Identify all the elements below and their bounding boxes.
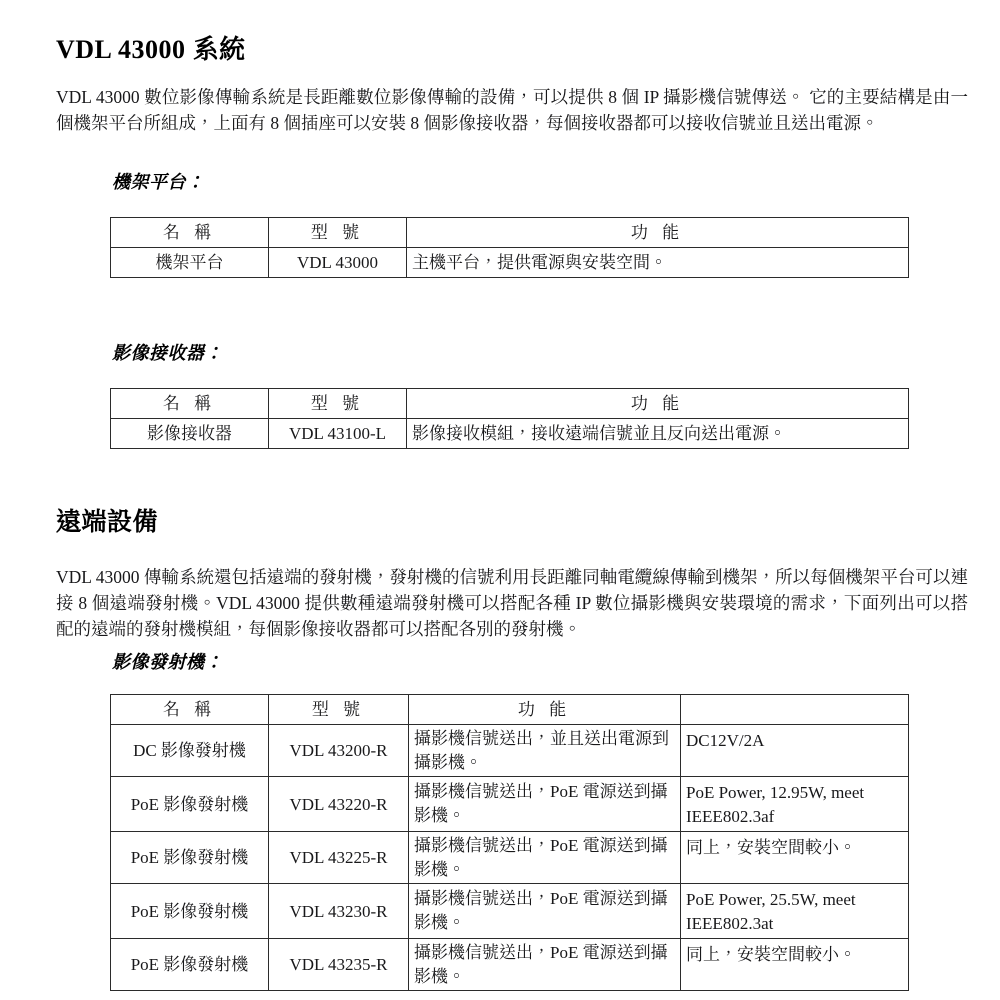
cell-name: PoE 影像發射機	[111, 832, 269, 884]
cell-name: PoE 影像發射機	[111, 777, 269, 832]
cell-name: PoE 影像發射機	[111, 939, 269, 991]
table-header-row	[111, 389, 909, 419]
cell-model: VDL 43100-L	[269, 419, 407, 449]
table-row	[111, 832, 909, 884]
table-row	[111, 419, 909, 449]
table-row	[111, 777, 909, 832]
cell-model: VDL 43000	[269, 248, 407, 278]
rack-platform-table	[110, 217, 909, 278]
column-header-name: 名 稱	[111, 218, 269, 248]
cell-function: 攝影機信號送出，PoE 電源送到攝影機。	[409, 884, 681, 939]
table-row	[111, 248, 909, 278]
section-title-remote-equipment: 遠端設備	[56, 508, 159, 536]
video-receiver-table	[110, 388, 909, 449]
cell-name: 影像接收器	[111, 419, 269, 449]
table-header-row	[111, 218, 909, 248]
column-header-name: 名 稱	[111, 695, 269, 725]
table-row	[111, 939, 909, 991]
table-header-row	[111, 695, 909, 725]
column-header-name: 名 稱	[111, 389, 269, 419]
cell-spec: DC12V/2A	[681, 725, 909, 777]
column-header-model: 型 號	[269, 695, 409, 725]
cell-model: VDL 43235-R	[269, 939, 409, 991]
cell-function: 攝影機信號送出，並且送出電源到攝影機。	[409, 725, 681, 777]
intro-paragraph: VDL 43000 數位影像傳輸系統是長距離數位影像傳輸的設備，可以提供 8 個 IP 攝影機信號傳送。 它的主要結構是由一個機架平台所組成，上面有 8 個插座可以安裝 8 個影像接收器，每個接收器都可以接收信號並且送出電源。	[56, 86, 968, 133]
table-row	[111, 884, 909, 939]
cell-model: VDL 43225-R	[269, 832, 409, 884]
cell-model: VDL 43220-R	[269, 777, 409, 832]
cell-function: 影像接收模組，接收遠端信號並且反向送出電源。	[407, 419, 909, 449]
cell-name: 機架平台	[111, 248, 269, 278]
cell-spec: 同上，安裝空間較小。	[681, 939, 909, 991]
cell-name: DC 影像發射機	[111, 725, 269, 777]
section-label-video-transmitter: 影像發射機：	[112, 652, 223, 672]
cell-model: VDL 43230-R	[269, 884, 409, 939]
cell-function: 主機平台，提供電源與安裝空間。	[407, 248, 909, 278]
column-header-spec	[681, 695, 909, 725]
section-label-video-receiver: 影像接收器：	[112, 343, 223, 363]
section-label-rack-platform: 機架平台：	[112, 172, 205, 192]
cell-function: 攝影機信號送出，PoE 電源送到攝影機。	[409, 777, 681, 832]
remote-equipment-paragraph: VDL 43000 傳輸系統還包括遠端的發射機，發射機的信號利用長距離同軸電纜線傳輸到機架，所以每個機架平台可以連接 8 個遠端發射機。VDL 43000 提供數種遠端發射機可以搭配各種 IP 數位攝影機與安裝環境的需求，下面列出可以搭配的遠端的發射機模組，每個影像接收器都可以搭配各別的發射機。	[56, 566, 968, 639]
page-title: VDL 43000 系統	[56, 35, 246, 65]
cell-name: PoE 影像發射機	[111, 884, 269, 939]
column-header-model: 型 號	[269, 389, 407, 419]
cell-function: 攝影機信號送出，PoE 電源送到攝影機。	[409, 832, 681, 884]
table-row	[111, 725, 909, 777]
video-transmitter-table	[110, 694, 909, 991]
column-header-function: 功 能	[407, 389, 909, 419]
cell-function: 攝影機信號送出，PoE 電源送到攝影機。	[409, 939, 681, 991]
column-header-model: 型 號	[269, 218, 407, 248]
column-header-function: 功 能	[407, 218, 909, 248]
cell-spec: PoE Power, 25.5W, meet IEEE802.3at	[681, 884, 909, 939]
cell-spec: PoE Power, 12.95W, meet IEEE802.3af	[681, 777, 909, 832]
column-header-function: 功 能	[409, 695, 681, 725]
cell-model: VDL 43200-R	[269, 725, 409, 777]
cell-spec: 同上，安裝空間較小。	[681, 832, 909, 884]
